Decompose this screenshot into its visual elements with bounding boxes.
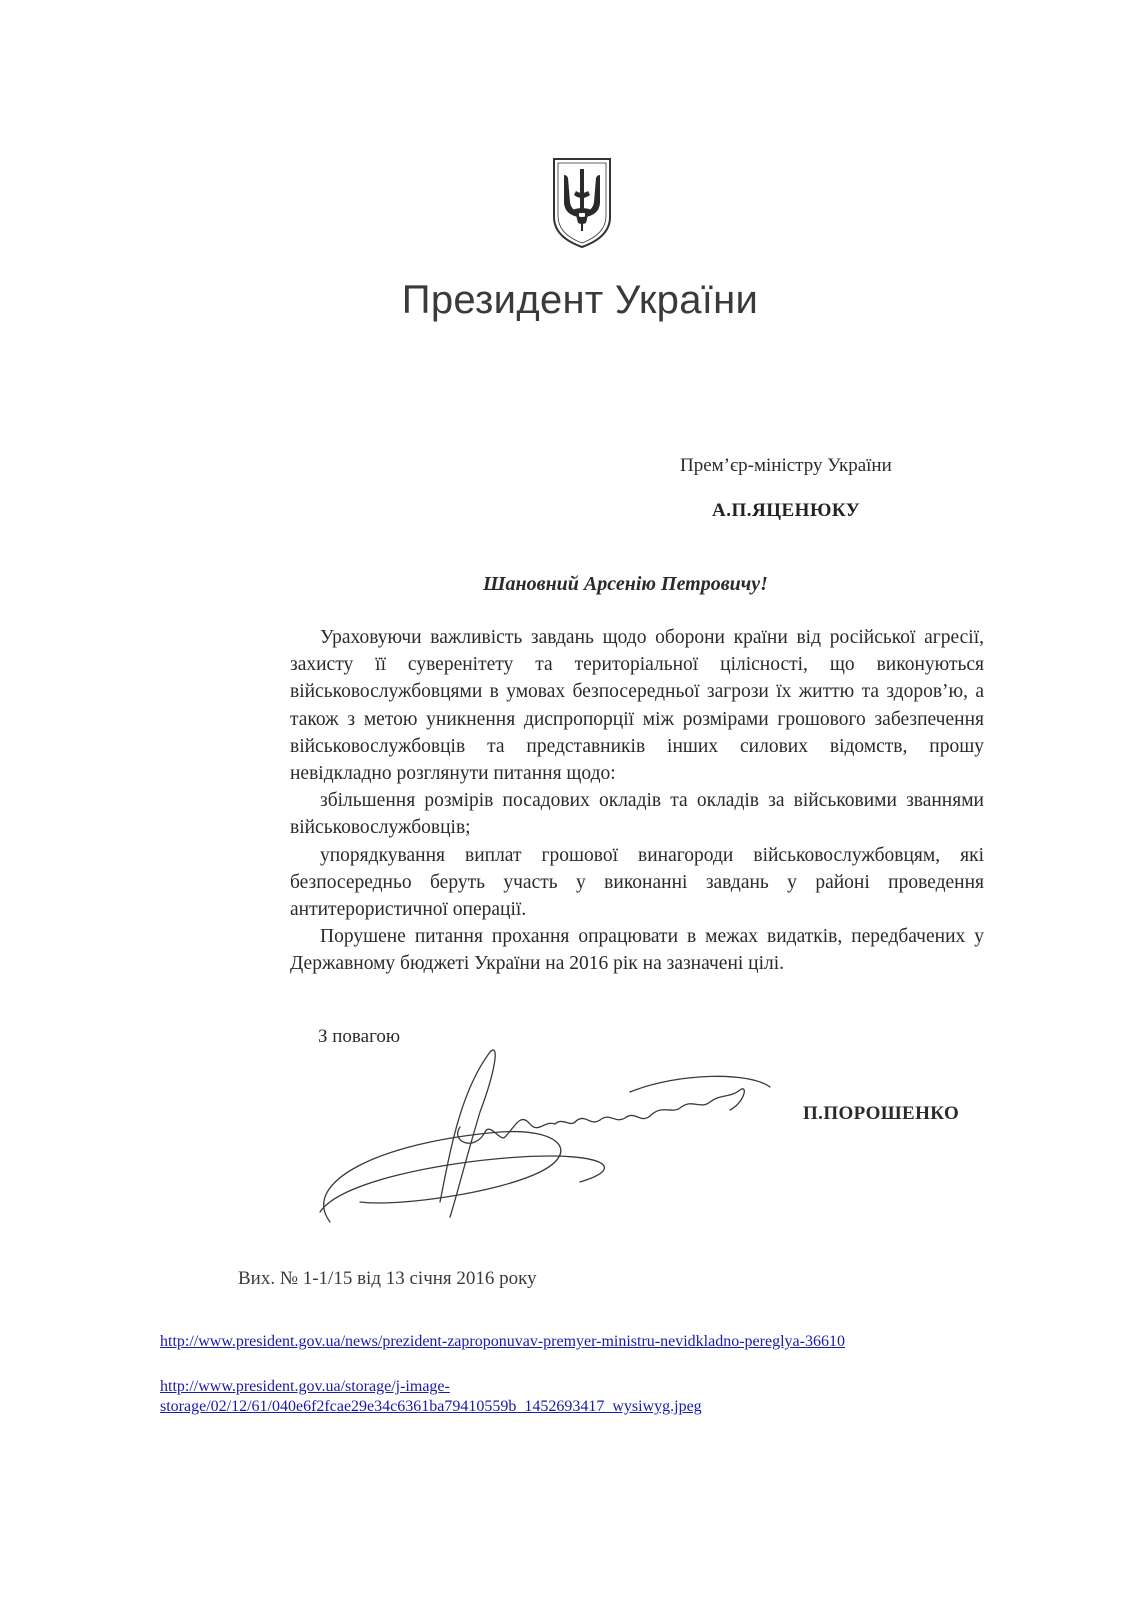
source-link-image-line: http://www.president.gov.ua/storage/j-image- xyxy=(160,1378,450,1395)
outgoing-reference: Вих. № 1-1/15 від 13 січня 2016 року xyxy=(238,1268,537,1289)
body-paragraph: Ураховуючи важливість завдань щодо оборони країни від російської агресії, захисту її суверенітету та територіальної цілісності, що виконуються військовослужбовцями в умовах безпосередньої загрози їх життю та здоров’ю, а також з метою уникнення диспропорції між розмірами грошового забезпечення військовослужбовців та представників інших силових відомств, прошу невідкладно розглянути питання щодо: xyxy=(290,627,984,785)
letterhead-title: Президент України xyxy=(401,278,759,322)
trident-emblem-icon xyxy=(550,155,614,251)
body-paragraph: Порушене питання прохання опрацювати в межах видатків, передбачених у Державному бюджеті України на 2016 рік на зазначені цілі. xyxy=(290,926,984,975)
body-paragraph: упорядкування виплат грошової винагороди військовослужбовцям, які безпосередньо беруть участь у виконанні завдань у районі проведення антитерористичної операції. xyxy=(290,844,984,921)
handwritten-signature-icon xyxy=(300,1032,780,1247)
source-link-image-line: storage/02/12/61/040e6f2fcae29e34c6361ba79410559b_1452693417_wysiwyg.jpeg xyxy=(160,1398,702,1415)
letter-body xyxy=(290,624,984,978)
source-link-image[interactable] xyxy=(160,1377,820,1417)
addressee-name: А.П.ЯЦЕНЮКУ xyxy=(712,500,861,521)
closing-phrase: З повагою xyxy=(318,1026,401,1047)
source-link-news[interactable]: http://www.president.gov.ua/news/prezident-zaproponuvav-premyer-ministru-nevidkladno-pereglya-36610 xyxy=(160,1333,845,1350)
body-paragraph: збільшення розмірів посадових окладів та окладів за військовими званнями військовослужбовців; xyxy=(290,790,984,839)
salutation: Шановний Арсенію Петровичу! xyxy=(483,573,768,595)
addressee-title: Прем’єр-міністру України xyxy=(680,455,892,476)
signer-name: П.ПОРОШЕНКО xyxy=(803,1103,960,1124)
